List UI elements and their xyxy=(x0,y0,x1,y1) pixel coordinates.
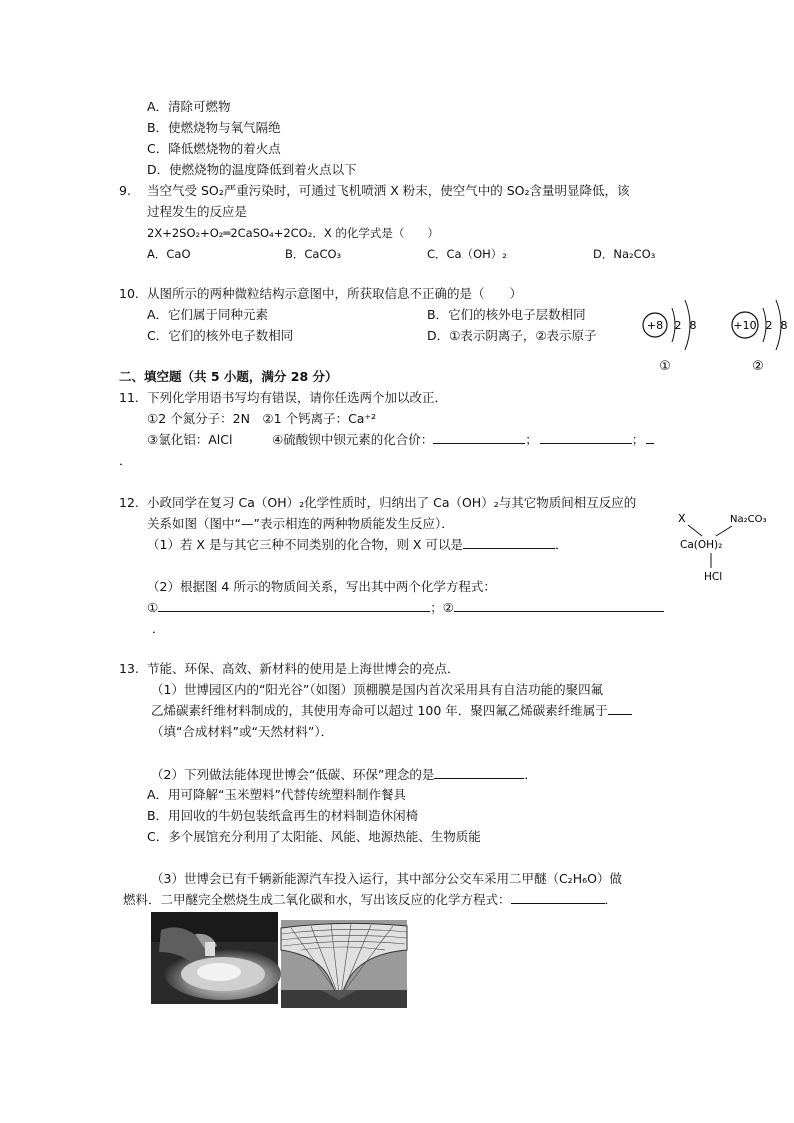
q10-number: 10. xyxy=(119,286,139,301)
q12-stem-line2: 关系如图（图中“—”表示相连的两种物质能发生反应）． xyxy=(147,516,454,531)
q9-number: 9. xyxy=(119,183,131,198)
q13-option-a: A．用可降解“玉米塑料”代替传统塑料制作餐具 xyxy=(147,787,407,802)
q11-answer-blank-3[interactable] xyxy=(646,431,654,444)
diagram-x-label: X xyxy=(678,512,686,525)
q12-equation-blanks xyxy=(147,599,664,617)
q11-item-4 xyxy=(272,431,654,449)
particle-1 xyxy=(643,300,697,374)
q13-sub3-line1: （3）世博会已有千辆新能源汽车投入运行，其中部分公交车采用二甲醚（C₂H₆O）做 xyxy=(151,871,622,886)
q11-stem: 下列化学用语书写均有错误，请你任选两个加以改正． xyxy=(147,390,448,405)
q9-equation: 2X+2SO₂+O₂═2CaSO₄+2CO₂．X 的化学式是（ ） xyxy=(147,226,439,240)
section-2-title: 二、填空题（共 5 小题，满分 28 分） xyxy=(119,369,338,384)
q13-sub1-line1: （1）世博园区内的“阳光谷”（如图）顶棚膜是国内首次采用具有自洁功能的聚四氟 xyxy=(151,682,604,697)
q12-number: 12. xyxy=(119,495,139,510)
q11-item-4-text: ④硫酸钡中钡元素的化合价： xyxy=(272,432,434,447)
q11-item-3: ③氯化铝：AlCl xyxy=(147,432,233,447)
q8-option-c: C．降低燃烧物的着火点 xyxy=(147,141,281,156)
q9-option-d: D．Na₂CO₃ xyxy=(593,247,656,261)
q12-end-mark: ． xyxy=(152,621,165,636)
q8-option-a: A．清除可燃物 xyxy=(147,99,231,114)
q8-option-d: D．使燃烧物的温度降低到着火点以下 xyxy=(147,162,357,177)
q13-sub1-line2-text: 乙烯碳素纤维材料制成的，其使用寿命可以超过 100 年．聚四氟乙烯碳素纤维属于 xyxy=(151,703,608,718)
q11-items-1-2: ①2 个氮分子：2N ②1 个钙离子：Ca⁺² xyxy=(147,411,377,426)
particle-2-label: ② xyxy=(752,359,764,374)
q9-stem-line2: 过程发生的反应是 xyxy=(147,204,248,219)
q13-sub2-answer-blank[interactable] xyxy=(434,766,524,779)
q12-equation-blank-1[interactable] xyxy=(158,599,430,612)
q10-option-c: C．它们的核外电子数相同 xyxy=(147,328,294,343)
q13-option-b: B．用回收的牛奶包装纸盒再生的材料制造休闲椅 xyxy=(147,808,419,823)
q11-answer-blank-2[interactable] xyxy=(540,431,632,444)
q12-stem-line1: 小政同学在复习 Ca（OH）₂化学性质时，归纳出了 Ca（OH）₂与其它物质间相互反应的 xyxy=(147,495,637,510)
q13-sub1-line2 xyxy=(151,702,632,720)
sunshine-valley-photo xyxy=(281,920,407,1008)
q10-stem: 从图所示的两种微粒结构示意图中，所获取信息不正确的是（ ） xyxy=(147,286,523,301)
q10-option-b: B．它们的核外电子层数相同 xyxy=(427,307,586,322)
particle-1-shell1-electrons: 2 xyxy=(674,319,682,332)
particle-2-nucleus-charge: +10 xyxy=(733,319,757,332)
q11-separator-2: ； xyxy=(631,432,645,447)
self-cleaning-tableware-photo xyxy=(151,912,278,1004)
q9-stem-line1: 当空气受 SO₂严重污染时，可通过飞机喷洒 X 粉末，使空气中的 SO₂含量明显降低，该 xyxy=(147,183,630,198)
q13-sub2 xyxy=(151,766,537,784)
diagram-hcl-label: HCl xyxy=(704,571,723,583)
q9-option-c: C．Ca（OH）₂ xyxy=(427,247,507,261)
q12-mark-2: ；② xyxy=(430,600,454,615)
particle-1-shell2-electrons: 8 xyxy=(689,319,697,332)
particle-structure-diagram xyxy=(638,292,794,372)
q13-sub1-answer-blank[interactable] xyxy=(608,702,632,715)
q11-number: 11. xyxy=(119,390,139,405)
q13-sub3-line2-text: 燃料．二甲醚完全燃烧生成二氧化碳和水，写出该反应的化学方程式： xyxy=(123,892,511,907)
q13-sub2-end: ． xyxy=(524,767,537,782)
particle-1-label: ① xyxy=(659,359,671,374)
diagram-link-x xyxy=(688,525,702,536)
diagram-caoh2-label: Ca(OH)₂ xyxy=(680,539,723,551)
particle-1-nucleus-charge: +8 xyxy=(646,319,664,332)
q11-answer-blank-1[interactable] xyxy=(433,431,525,444)
q10-option-a: A．它们属于同种元素 xyxy=(147,307,269,322)
particle-2 xyxy=(732,300,788,374)
diagram-link-na2co3 xyxy=(716,526,732,536)
q12-sub1-answer-blank[interactable] xyxy=(463,536,555,549)
q13-number: 13. xyxy=(119,661,139,676)
q11-end-mark: ． xyxy=(119,453,132,468)
q13-sub3-end: ． xyxy=(604,892,618,907)
q12-mark-1: ① xyxy=(147,600,159,615)
q8-option-b: B．使燃烧物与氧气隔绝 xyxy=(147,120,281,135)
q12-sub1-end: ． xyxy=(554,537,568,552)
q12-sub1 xyxy=(147,536,568,554)
q13-option-c: C．多个展馆充分利用了太阳能、风能、地源热能、生物质能 xyxy=(147,829,481,844)
q9-option-b: B．CaCO₃ xyxy=(285,247,342,261)
q13-sub2-text: （2）下列做法能体现世博会“低碳、环保”理念的是 xyxy=(151,767,435,782)
diagram-na2co3-label: Na₂CO₃ xyxy=(730,514,767,525)
q13-sub1-line3: （填“合成材料”或“天然材料”）． xyxy=(151,724,334,739)
q11-separator-1: ； xyxy=(525,432,538,447)
q13-sub3-line2 xyxy=(123,891,617,909)
q12-equation-blank-2[interactable] xyxy=(454,599,664,612)
q12-sub1-text: （1）若 X 是与其它三种不同类别的化合物，则 X 可以是 xyxy=(147,537,463,552)
particle-2-shell1-electrons: 2 xyxy=(765,319,773,332)
q13-sub3-answer-blank[interactable] xyxy=(511,891,605,904)
q12-sub2: （2）根据图 4 所示的物质间关系，写出其中两个化学方程式： xyxy=(147,579,496,594)
particle-2-shell2-electrons: 8 xyxy=(780,319,788,332)
caoh2-relationship-diagram xyxy=(674,508,784,584)
q9-option-a: A．CaO xyxy=(147,247,191,261)
q10-option-d: D．①表示阴离子，②表示原子 xyxy=(427,328,597,343)
q13-stem: 节能、环保、高效、新材料的使用是上海世博会的亮点． xyxy=(147,661,460,676)
